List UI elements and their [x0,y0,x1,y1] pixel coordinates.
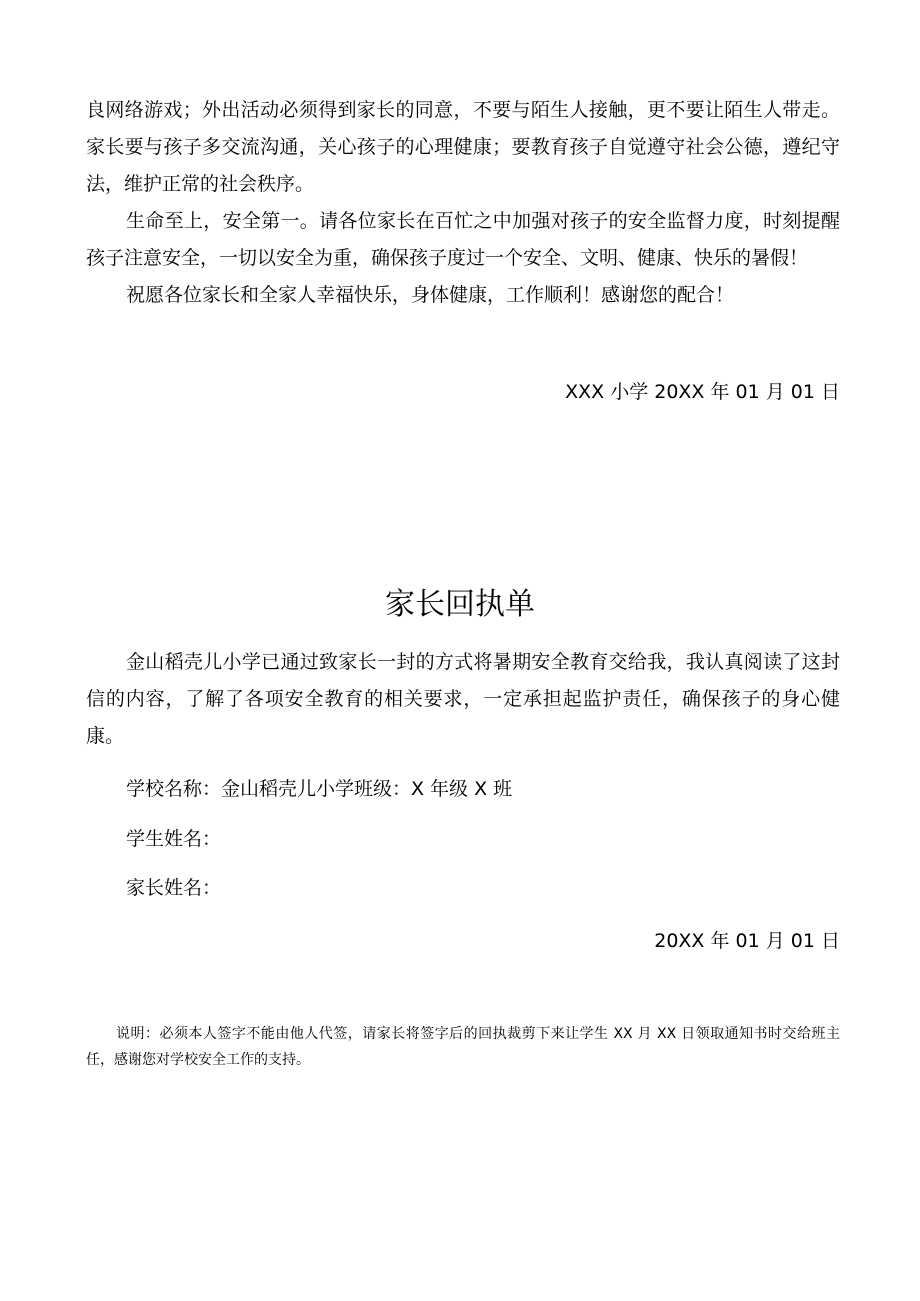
letter-body [86,92,840,314]
receipt-note: 说明：必须本人签字不能由他人代签，请家长将签字后的回执裁剪下来让学生 XX 月 XX 日领取通知书时交给班主任，感谢您对学校安全工作的支持。 [86,1026,840,1068]
parent-name-label: 家长姓名： [126,877,222,899]
school-class-line: 学校名称：金山稻壳儿小学班级：X 年级 X 班 [126,778,513,800]
letter-signoff: XXX 小学 20XX 年 01 月 01 日 [565,381,840,403]
letter-paragraph-3: 祝愿各位家长和全家人幸福快乐，身体健康，工作顺利！感谢您的配合！ [126,284,735,306]
receipt-title: 家长回执单 [385,587,535,622]
receipt-date: 20XX 年 01 月 01 日 [654,930,840,952]
receipt-statement: 金山稻壳儿小学已通过致家长一封的方式将暑期安全教育交给我，我认真阅读了这封信的内容，了解了各项安全教育的相关要求，一定承担起监护责任，确保孩子的身心健康。 [86,651,840,747]
student-name-label: 学生姓名： [126,828,222,850]
letter-paragraph-1: 良网络游戏；外出活动必须得到家长的同意，不要与陌生人接触，更不要让陌生人带走。家长要与孩子多交流沟通，关心孩子的心理健康；要教育孩子自觉遵守社会公德，遵纪守法，维护正常的社会秩序。 [86,99,840,195]
letter-paragraph-2: 生命至上，安全第一。请各位家长在百忙之中加强对孩子的安全监督力度，时刻提醒孩子注意安全，一切以安全为重，确保孩子度过一个安全、文明、健康、快乐的暑假！ [86,210,840,269]
receipt-body [86,644,840,755]
